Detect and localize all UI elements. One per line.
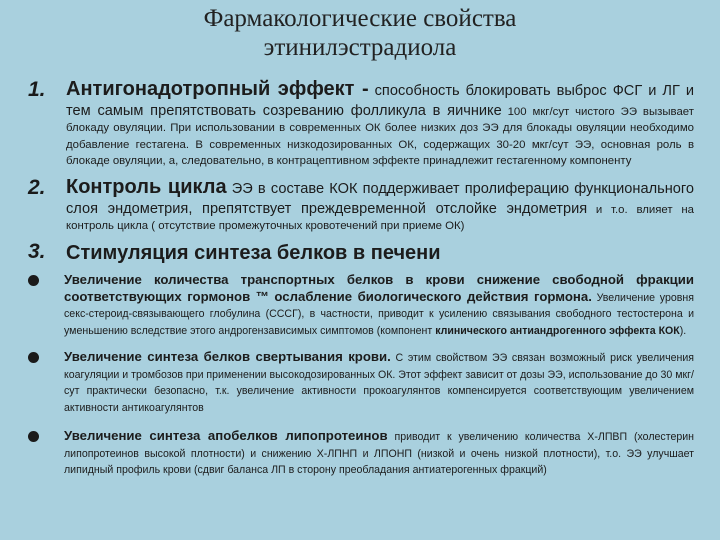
bullet-dot-icon bbox=[28, 431, 39, 442]
bullet-bold: Увеличение синтеза апобелков липопротеинов bbox=[64, 428, 388, 444]
bullet-text bbox=[64, 428, 694, 479]
bullet-transport-proteins bbox=[28, 272, 694, 339]
bullet-bold: Увеличение количества транспортных белков в крови снижение свободной фракции соответствующих гормонов ™ ослабление биологического действия гормона. bbox=[64, 272, 694, 304]
section-lead: способность блокировать выброс ФСГ и ЛГ и тем самым препятствовать созреванию фолликула в яичнике bbox=[66, 83, 694, 119]
section-body: 100 мкг/сут чистого ЭЭ вызывает блокаду овуляции. При использовании в современных ОК более низких доз ЭЭ для блокады овуляции необходимо добавление гестагена. В современных низкодозированных ОК, содержащих 30-20 мкг/сут ЭЭ, основная роль в блокаде овуляции, а, следовательно, в контрацептивном эффекте принадлежит гестагенному компоненту bbox=[66, 106, 694, 168]
section-antigonadotropic bbox=[28, 76, 694, 170]
title-line-1: Фармакологические свойства bbox=[203, 5, 517, 32]
section-heading: Стимуляция синтеза белков в печени bbox=[66, 242, 441, 265]
title-line-2: этинилэстрадиола bbox=[263, 34, 457, 61]
bullet-dot-icon bbox=[28, 275, 39, 286]
content-area bbox=[28, 76, 694, 479]
bullet-bold-tail: клинического антиандрогенного эффекта КОК bbox=[435, 324, 680, 337]
section-number: 3. bbox=[28, 240, 46, 264]
section-body: и т.о. влияет на контроль цикла ( отсутствие промежуточных кровотечений при приеме ОК) bbox=[66, 203, 694, 233]
bullet-body: С этим свойством ЭЭ связан возможный риск увеличения коагуляции и тромбозов при применении высокодозированных ОК. Этот эффект зависит от дозы ЭЭ, использование до 30 мкг/сут практически безопасно, т.к. увеличение активности прокоагулянтов компенсируется соответствующим увеличением активности антикоагулянтов bbox=[64, 352, 694, 414]
bullet-dot-icon bbox=[28, 352, 39, 363]
section-text bbox=[28, 240, 694, 266]
bullet-coagulation-proteins bbox=[28, 349, 694, 416]
section-lead: ЭЭ в составе КОК поддерживает пролиферацию функционального слоя эндометрия, препятствует преждевременной отслойке эндометрия bbox=[66, 180, 694, 217]
bullet-body: Увеличение уровня секс-стероид-связывающего глобулина (СССГ), в частности, приводит к усилению связывания свободного тестостерона и уменьшению вследствие этого андрогензависимых симптомов (компонент bbox=[64, 291, 694, 337]
bullet-body: приводит к увеличению количества Х-ЛПВП (холестерин липопротеинов высокой плотности) и снижению Х-ЛПНП и ЛПОНП (низкой и очень низкой плотности), т.о. ЭЭ улучшает липидный профиль крови (сдвиг баланса ЛП в сторону преобладания антиатерогенных фракций) bbox=[64, 431, 694, 477]
section-protein-synthesis bbox=[28, 240, 694, 266]
section-text bbox=[28, 76, 694, 170]
section-cycle-control bbox=[28, 174, 694, 235]
bullet-lipoproteins bbox=[28, 428, 694, 479]
section-number: 2. bbox=[28, 175, 46, 199]
section-heading: Контроль цикла bbox=[66, 175, 227, 198]
bullet-text bbox=[64, 272, 694, 339]
bullet-text bbox=[64, 349, 694, 416]
section-heading: Антигонадотропный эффект - bbox=[66, 78, 369, 100]
bullet-bold: Увеличение синтеза белков свертывания крови. bbox=[64, 349, 391, 365]
section-number: 1. bbox=[28, 78, 46, 101]
page-title bbox=[0, 4, 720, 62]
section-text bbox=[28, 174, 694, 235]
bullet-end: ). bbox=[679, 324, 687, 337]
